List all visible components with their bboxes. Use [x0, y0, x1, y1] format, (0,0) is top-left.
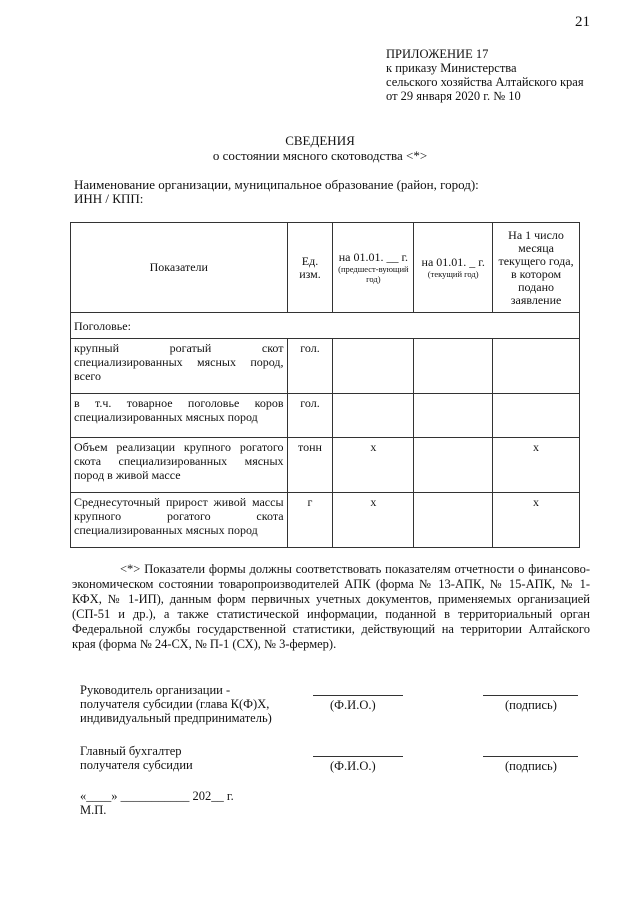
- header-cur: [414, 223, 493, 313]
- row-unit: г: [287, 493, 333, 548]
- signature-role-accountant: Главный бухгалтер получателя субсидии: [80, 744, 193, 772]
- org-info: [74, 178, 479, 206]
- section-label: Поголовье:: [71, 313, 580, 339]
- row-prev: [333, 394, 414, 438]
- row-month: х: [493, 438, 580, 493]
- signature-role-head: Руководитель организации - получателя субсидии (глава К(Ф)Х, индивидуальный предприниматель): [80, 683, 272, 725]
- header-unit: Ед. изм.: [287, 223, 333, 313]
- row-month: [493, 394, 580, 438]
- appendix-line: от 29 января 2020 г. № 10: [386, 89, 521, 103]
- footnote: <*> Показатели формы должны соответствовать показателям отчетности о финансово-экономическом состоянии товаропроизводителей АПК (форма № 13-АПК, № 15-АПК, № 1-КФХ, № 1-ИП), данным форм первичных учетных документов, применяемых организацией (СП-51 и др.), а также статистической информации, поданной в территориальный орган Федеральной службы государственной статистики, действующий на территории Алтайского края (форма № 24-СХ, № П-1 (СХ), № 3-фермер).: [72, 562, 590, 651]
- row-unit: гол.: [287, 339, 333, 394]
- appendix-line: сельского хозяйства Алтайского края: [386, 75, 584, 89]
- section-row: [71, 313, 580, 339]
- header-row: [71, 223, 580, 313]
- row-cur: [414, 438, 493, 493]
- signature-label: (подпись): [505, 759, 557, 773]
- row-indicator: Среднесуточный прирост живой массы крупного рогатого скота специализированных мясных пород: [71, 493, 288, 548]
- row-cur: [414, 339, 493, 394]
- header-cur-label: на 01.01. _ г.: [421, 255, 485, 269]
- row-prev: х: [333, 438, 414, 493]
- subtitle: о состоянии мясного скотоводства <*>: [212, 148, 428, 163]
- table-row: [71, 438, 580, 493]
- row-month: х: [493, 493, 580, 548]
- header-prev-label: на 01.01. __ г.: [338, 250, 409, 264]
- org-label: Наименование организации, муниципальное образование (район, город):: [74, 177, 479, 192]
- fio-label: (Ф.И.О.): [330, 698, 376, 712]
- fio-line: [313, 756, 403, 757]
- table-row: [71, 493, 580, 548]
- header-prev-note: (предшест-вующий год): [338, 264, 409, 284]
- signature-label: (подпись): [505, 698, 557, 712]
- appendix-line: ПРИЛОЖЕНИЕ 17: [386, 47, 489, 61]
- data-table: [70, 222, 580, 548]
- header-prev: [333, 223, 414, 313]
- document-title: [0, 133, 640, 163]
- row-unit: гол.: [287, 394, 333, 438]
- row-indicator: в т.ч. товарное поголовье коров специализированных мясных пород: [71, 394, 288, 438]
- table-row: [71, 339, 580, 394]
- date-line: «____» ___________ 202__ г.: [80, 789, 234, 803]
- title: СВЕДЕНИЯ: [285, 133, 355, 148]
- page-number: 21: [575, 14, 590, 30]
- signature-line: [483, 695, 578, 696]
- row-prev: [333, 339, 414, 394]
- inn-label: ИНН / КПП:: [74, 191, 144, 206]
- row-prev: х: [333, 493, 414, 548]
- row-indicator: крупный рогатый скот специализированных мясных пород, всего: [71, 339, 288, 394]
- row-cur: [414, 493, 493, 548]
- header-month: На 1 число месяца текущего года, в котором подано заявление: [493, 223, 580, 313]
- row-indicator: Объем реализации крупного рогатого скота специализированных мясных пород в живой массе: [71, 438, 288, 493]
- row-cur: [414, 394, 493, 438]
- appendix-header: [386, 47, 584, 103]
- stamp-label: М.П.: [80, 803, 107, 817]
- appendix-line: к приказу Министерства: [386, 61, 517, 75]
- row-month: [493, 339, 580, 394]
- fio-line: [313, 695, 403, 696]
- table-row: [71, 394, 580, 438]
- header-indicator: Показатели: [71, 223, 288, 313]
- row-unit: тонн: [287, 438, 333, 493]
- signature-line: [483, 756, 578, 757]
- fio-label: (Ф.И.О.): [330, 759, 376, 773]
- header-cur-note: (текущий год): [427, 269, 479, 279]
